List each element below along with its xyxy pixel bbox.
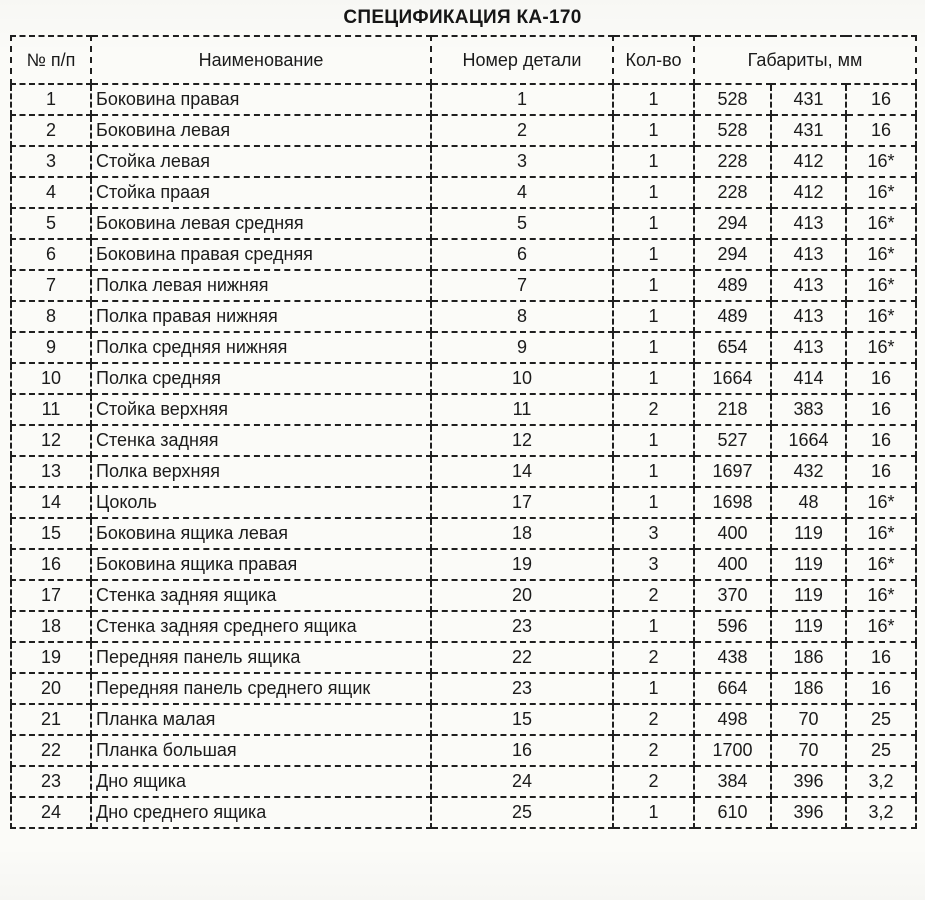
- cell-quantity: 1: [613, 146, 694, 177]
- cell-dim-height: 431: [771, 84, 846, 115]
- cell-dim-height: 1664: [771, 425, 846, 456]
- cell-dim-width: 498: [694, 704, 771, 735]
- cell-dim-width: 294: [694, 208, 771, 239]
- cell-name: Дно ящика: [91, 766, 431, 797]
- cell-quantity: 2: [613, 735, 694, 766]
- cell-quantity: 1: [613, 611, 694, 642]
- header-index: № п/п: [11, 36, 91, 84]
- cell-dim-thickness: 16*: [846, 239, 916, 270]
- table-row: [11, 239, 916, 270]
- cell-name: Боковина ящика левая: [91, 518, 431, 549]
- cell-index: 9: [11, 332, 91, 363]
- cell-dim-height: 414: [771, 363, 846, 394]
- cell-index: 12: [11, 425, 91, 456]
- cell-quantity: 1: [613, 673, 694, 704]
- cell-dim-width: 489: [694, 301, 771, 332]
- cell-name: Дно среднего ящика: [91, 797, 431, 828]
- cell-part-number: 23: [431, 611, 613, 642]
- cell-dim-height: 431: [771, 115, 846, 146]
- cell-dim-thickness: 16: [846, 673, 916, 704]
- cell-dim-width: 654: [694, 332, 771, 363]
- cell-index: 7: [11, 270, 91, 301]
- cell-name: Полка верхняя: [91, 456, 431, 487]
- cell-part-number: 6: [431, 239, 613, 270]
- cell-index: 18: [11, 611, 91, 642]
- cell-dim-height: 413: [771, 239, 846, 270]
- cell-part-number: 25: [431, 797, 613, 828]
- cell-part-number: 3: [431, 146, 613, 177]
- cell-dim-thickness: 3,2: [846, 766, 916, 797]
- cell-name: Боковина правая средняя: [91, 239, 431, 270]
- cell-quantity: 2: [613, 642, 694, 673]
- cell-dim-thickness: 16: [846, 425, 916, 456]
- cell-part-number: 18: [431, 518, 613, 549]
- cell-index: 15: [11, 518, 91, 549]
- cell-dim-height: 119: [771, 518, 846, 549]
- cell-name: Цоколь: [91, 487, 431, 518]
- cell-name: Стенка задняя: [91, 425, 431, 456]
- cell-name: Боковина правая: [91, 84, 431, 115]
- cell-dim-height: 432: [771, 456, 846, 487]
- cell-quantity: 1: [613, 208, 694, 239]
- cell-quantity: 1: [613, 270, 694, 301]
- cell-dim-thickness: 16*: [846, 301, 916, 332]
- cell-dim-width: 438: [694, 642, 771, 673]
- table-row: [11, 487, 916, 518]
- table-row: [11, 84, 916, 115]
- cell-quantity: 1: [613, 115, 694, 146]
- page-title: СПЕЦИФИКАЦИЯ КА-170: [343, 7, 582, 28]
- cell-dim-width: 528: [694, 84, 771, 115]
- cell-name: Планка большая: [91, 735, 431, 766]
- cell-dim-height: 413: [771, 301, 846, 332]
- cell-part-number: 2: [431, 115, 613, 146]
- cell-quantity: 2: [613, 766, 694, 797]
- cell-name: Полка левая нижняя: [91, 270, 431, 301]
- table-row: [11, 766, 916, 797]
- cell-index: 14: [11, 487, 91, 518]
- cell-index: 5: [11, 208, 91, 239]
- cell-part-number: 11: [431, 394, 613, 425]
- cell-part-number: 9: [431, 332, 613, 363]
- cell-dim-thickness: 16*: [846, 146, 916, 177]
- cell-dim-width: 528: [694, 115, 771, 146]
- cell-index: 4: [11, 177, 91, 208]
- cell-dim-thickness: 16*: [846, 208, 916, 239]
- cell-quantity: 1: [613, 456, 694, 487]
- header-name: Наименование: [91, 36, 431, 84]
- cell-dim-thickness: 16*: [846, 270, 916, 301]
- cell-dim-height: 413: [771, 332, 846, 363]
- cell-name: Стойка праая: [91, 177, 431, 208]
- header-quantity: Кол-во: [613, 36, 694, 84]
- header-row: [11, 36, 916, 84]
- cell-dim-height: 119: [771, 549, 846, 580]
- cell-part-number: 14: [431, 456, 613, 487]
- table-row: [11, 115, 916, 146]
- table-row: [11, 673, 916, 704]
- cell-dim-height: 186: [771, 642, 846, 673]
- cell-dim-height: 396: [771, 797, 846, 828]
- cell-dim-width: 370: [694, 580, 771, 611]
- cell-index: 10: [11, 363, 91, 394]
- table-row: [11, 518, 916, 549]
- cell-dim-width: 527: [694, 425, 771, 456]
- table-row: [11, 301, 916, 332]
- cell-name: Планка малая: [91, 704, 431, 735]
- cell-index: 21: [11, 704, 91, 735]
- cell-part-number: 1: [431, 84, 613, 115]
- cell-dim-width: 228: [694, 177, 771, 208]
- cell-name: Стойка верхняя: [91, 394, 431, 425]
- cell-index: 3: [11, 146, 91, 177]
- cell-index: 1: [11, 84, 91, 115]
- table-row: [11, 611, 916, 642]
- table-row: [11, 332, 916, 363]
- cell-part-number: 15: [431, 704, 613, 735]
- table-row: [11, 363, 916, 394]
- cell-dim-thickness: 16: [846, 363, 916, 394]
- table-row: [11, 580, 916, 611]
- cell-dim-thickness: 16*: [846, 611, 916, 642]
- cell-dim-width: 294: [694, 239, 771, 270]
- cell-dim-width: 228: [694, 146, 771, 177]
- cell-dim-thickness: 16: [846, 642, 916, 673]
- cell-name: Полка средняя: [91, 363, 431, 394]
- cell-dim-height: 413: [771, 208, 846, 239]
- cell-name: Боковина ящика правая: [91, 549, 431, 580]
- header-part-number: Номер детали: [431, 36, 613, 84]
- header-dimensions: Габариты, мм: [694, 36, 916, 84]
- cell-part-number: 16: [431, 735, 613, 766]
- table-row: [11, 456, 916, 487]
- cell-part-number: 7: [431, 270, 613, 301]
- cell-dim-height: 186: [771, 673, 846, 704]
- cell-name: Полка правая нижняя: [91, 301, 431, 332]
- cell-index: 16: [11, 549, 91, 580]
- cell-dim-thickness: 16: [846, 115, 916, 146]
- cell-quantity: 1: [613, 84, 694, 115]
- cell-quantity: 1: [613, 301, 694, 332]
- cell-dim-thickness: 16: [846, 84, 916, 115]
- cell-dim-thickness: 16*: [846, 177, 916, 208]
- cell-dim-height: 70: [771, 704, 846, 735]
- cell-part-number: 8: [431, 301, 613, 332]
- cell-quantity: 2: [613, 580, 694, 611]
- cell-dim-width: 400: [694, 549, 771, 580]
- cell-dim-width: 218: [694, 394, 771, 425]
- cell-quantity: 1: [613, 363, 694, 394]
- cell-part-number: 22: [431, 642, 613, 673]
- cell-dim-thickness: 3,2: [846, 797, 916, 828]
- cell-dim-height: 413: [771, 270, 846, 301]
- cell-index: 8: [11, 301, 91, 332]
- cell-index: 17: [11, 580, 91, 611]
- table-row: [11, 642, 916, 673]
- cell-dim-width: 1664: [694, 363, 771, 394]
- cell-dim-height: 119: [771, 580, 846, 611]
- cell-index: 13: [11, 456, 91, 487]
- cell-dim-thickness: 16: [846, 456, 916, 487]
- cell-quantity: 3: [613, 549, 694, 580]
- table-row: [11, 425, 916, 456]
- cell-quantity: 1: [613, 487, 694, 518]
- cell-dim-height: 412: [771, 177, 846, 208]
- table-body: [11, 84, 916, 828]
- cell-part-number: 12: [431, 425, 613, 456]
- cell-index: 20: [11, 673, 91, 704]
- cell-index: 11: [11, 394, 91, 425]
- specification-table: [10, 35, 917, 829]
- table-row: [11, 208, 916, 239]
- cell-part-number: 23: [431, 673, 613, 704]
- cell-quantity: 1: [613, 425, 694, 456]
- cell-name: Боковина левая: [91, 115, 431, 146]
- cell-name: Передняя панель среднего ящик: [91, 673, 431, 704]
- cell-part-number: 17: [431, 487, 613, 518]
- table-row: [11, 270, 916, 301]
- cell-quantity: 2: [613, 394, 694, 425]
- cell-dim-width: 489: [694, 270, 771, 301]
- cell-quantity: 1: [613, 177, 694, 208]
- table-row: [11, 177, 916, 208]
- cell-dim-height: 119: [771, 611, 846, 642]
- cell-quantity: 1: [613, 332, 694, 363]
- table-row: [11, 549, 916, 580]
- cell-name: Полка средняя нижняя: [91, 332, 431, 363]
- cell-dim-width: 1697: [694, 456, 771, 487]
- cell-dim-height: 383: [771, 394, 846, 425]
- cell-dim-thickness: 16: [846, 394, 916, 425]
- cell-quantity: 3: [613, 518, 694, 549]
- table-row: [11, 704, 916, 735]
- cell-dim-thickness: 16*: [846, 549, 916, 580]
- cell-dim-thickness: 16*: [846, 487, 916, 518]
- cell-dim-thickness: 16*: [846, 332, 916, 363]
- cell-dim-height: 396: [771, 766, 846, 797]
- cell-dim-width: 664: [694, 673, 771, 704]
- cell-part-number: 20: [431, 580, 613, 611]
- cell-index: 2: [11, 115, 91, 146]
- cell-dim-height: 70: [771, 735, 846, 766]
- table-row: [11, 146, 916, 177]
- table-row: [11, 797, 916, 828]
- cell-index: 6: [11, 239, 91, 270]
- cell-name: Передняя панель ящика: [91, 642, 431, 673]
- cell-dim-thickness: 25: [846, 735, 916, 766]
- cell-quantity: 1: [613, 797, 694, 828]
- cell-dim-width: 596: [694, 611, 771, 642]
- cell-dim-width: 1700: [694, 735, 771, 766]
- cell-part-number: 5: [431, 208, 613, 239]
- cell-dim-width: 1698: [694, 487, 771, 518]
- cell-name: Стенка задняя среднего ящика: [91, 611, 431, 642]
- cell-quantity: 2: [613, 704, 694, 735]
- cell-name: Боковина левая средняя: [91, 208, 431, 239]
- cell-dim-height: 48: [771, 487, 846, 518]
- cell-part-number: 24: [431, 766, 613, 797]
- cell-index: 22: [11, 735, 91, 766]
- table-row: [11, 735, 916, 766]
- cell-dim-thickness: 16*: [846, 518, 916, 549]
- cell-index: 23: [11, 766, 91, 797]
- cell-name: Стойка левая: [91, 146, 431, 177]
- cell-part-number: 19: [431, 549, 613, 580]
- cell-dim-width: 610: [694, 797, 771, 828]
- table-row: [11, 394, 916, 425]
- cell-dim-thickness: 16*: [846, 580, 916, 611]
- cell-part-number: 4: [431, 177, 613, 208]
- table-header: [11, 36, 916, 84]
- cell-index: 19: [11, 642, 91, 673]
- cell-dim-width: 400: [694, 518, 771, 549]
- cell-index: 24: [11, 797, 91, 828]
- cell-name: Стенка задняя ящика: [91, 580, 431, 611]
- cell-dim-height: 412: [771, 146, 846, 177]
- cell-part-number: 10: [431, 363, 613, 394]
- cell-dim-thickness: 25: [846, 704, 916, 735]
- cell-quantity: 1: [613, 239, 694, 270]
- cell-dim-width: 384: [694, 766, 771, 797]
